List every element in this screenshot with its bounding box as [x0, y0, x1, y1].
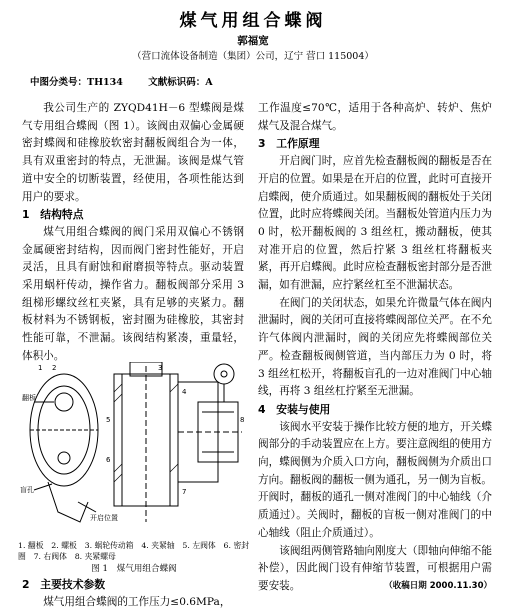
section-2-heading: 2 主要技术参数 — [22, 578, 106, 591]
figure-caption: 图 1 煤气用组合蝶阀 — [91, 564, 177, 574]
section-3-heading: 3 工作原理 — [258, 137, 320, 151]
section-1-paragraph: 煤气用组合蝶阀的阀门采用双偏心不锈钢金属硬密封结构，因而阀门密封性能好，开启灵活，且具有耐蚀和耐磨损等特点。驱动装置采用蜗杆传动，操作省力。翻板阀部分采用 3 组梯形螺纹丝杠夹紧，具有足够的夹紧力。翻板材料为不锈钢板，密封圈为硅橡胶，其密封性能可靠，不泄漏。该阀结构紧凑，重量轻，体积小。 — [22, 225, 244, 362]
blind-label: 盲孔 — [20, 486, 34, 494]
left-column — [22, 100, 244, 366]
part-number-8: 8 — [240, 416, 245, 424]
part-number-5: 5 — [106, 416, 111, 424]
section-4-heading: 4 安装与使用 — [258, 402, 331, 416]
part-number-4: 4 — [182, 388, 187, 396]
part-number-3: 3 — [158, 364, 163, 372]
part-number-1: 1 — [38, 364, 43, 372]
author-name: 郭福宽 — [237, 35, 269, 47]
installation-paragraph-1: 该阀水平安装于操作比较方便的地方，开关蝶阀部分的手动装置应在上方。要注意阀组的使用方向，蝶阀侧为介质入口方向，翻板阀侧为介质出口方向。翻板阀的翻板一侧为通孔，另一侧为盲板。开阀时，翻板的通孔一侧对准阀门的中心轴线（介质通过）。关阀时，翻板的盲板一侧对准阀门的中心轴线（阻止介质通过）。 — [258, 420, 492, 539]
handwheel — [214, 364, 234, 384]
article-title: 煤气用组合蝶阀 — [179, 11, 327, 31]
flipper-label: 翻板 — [22, 394, 36, 402]
installation-paragraph-2-text: 该阀组两侧管路轴向刚度大（即轴向伸缩不能补偿），因此阀门设有伸缩节装置，可根据用户需要安装。 — [258, 544, 492, 592]
author-affiliation: （营口流体设备制造（集团）公司，辽宁 营口 115004） — [132, 51, 374, 62]
received-date: （收稿日期 2000.11.30） — [384, 580, 492, 591]
document-code: 文献标识码：A — [148, 77, 213, 88]
part-number-2: 2 — [52, 364, 57, 372]
classification-number: 中图分类号：TH134 — [30, 77, 123, 88]
operation-paragraph-2: 在阀门的关闭状态，如果允许微量气体在阀内泄漏时，阀的关闭可直接将蝶阀部位关严。在不允许气体阀内泄漏时，阀的关闭应先将蝶阀部位关严。检查翻板阀侧管道，当内部压力为 0 时，将 3 组丝杠松开，将翻板盲孔的一边对准阀门中心轴线，再将 3 组丝杠拧紧至无泄漏。 — [258, 296, 492, 398]
section-1-heading: 1 结构特点 — [22, 208, 84, 222]
intro-paragraph: 我公司生产的 ZYQD41H－6 型蝶阀是煤气专用组合蝶阀（图 1）。该阀由双偏心金属硬密封蝶阀和硅橡胶软密封翻板阀组合为一体，具有双重密封的特点，无泄漏。该阀是煤气管道中安全的切断装置，经使用，各项性能达到用户的要求。 — [22, 102, 244, 203]
classification-line — [30, 74, 235, 88]
valve-figure — [18, 362, 250, 536]
parameters-continued: 工作温度≤70℃，适用于各种高炉、转炉、焦炉煤气及混合煤气。 — [258, 102, 492, 132]
part-number-7: 7 — [182, 488, 187, 496]
open-position-label: 开启位置 — [90, 514, 118, 522]
section-2-paragraph: 煤气用组合蝶阀的工作压力≤0.6MPa， — [43, 595, 231, 608]
installation-paragraph-2 — [258, 543, 492, 596]
through-hole — [55, 393, 73, 411]
figure-legend: 1. 翻板 2. 螺板 3. 蜗轮传动箱 4. 夹紧轴 5. 左阀体 6. 密封圈 7. 右阀体 8. 夹紧螺母 — [18, 541, 250, 561]
operation-paragraph-1: 开启阀门时，应首先检查翻板阀的翻板是否在开启的位置。如果是在开启的位置，此时可直接开启蝶阀，使介质通过。如果翻板阀的翻板处于关闭位置，此时应将蝶阀关闭。当翻板处管道内压力为 0 时，松开翻板阀的 3 组丝杠，搬动翻板，使其对准开启的位置，然后拧紧 3 组丝杠将翻板夹紧，再开启蝶阀。此时应检查翻板密封部分是否泄漏，如有泄漏，应拧紧丝杠至不泄漏状态。 — [258, 155, 492, 292]
valve-drawing — [18, 362, 250, 536]
part-number-6: 6 — [106, 456, 111, 464]
left-bottom-column — [22, 576, 244, 611]
right-column — [258, 100, 492, 596]
